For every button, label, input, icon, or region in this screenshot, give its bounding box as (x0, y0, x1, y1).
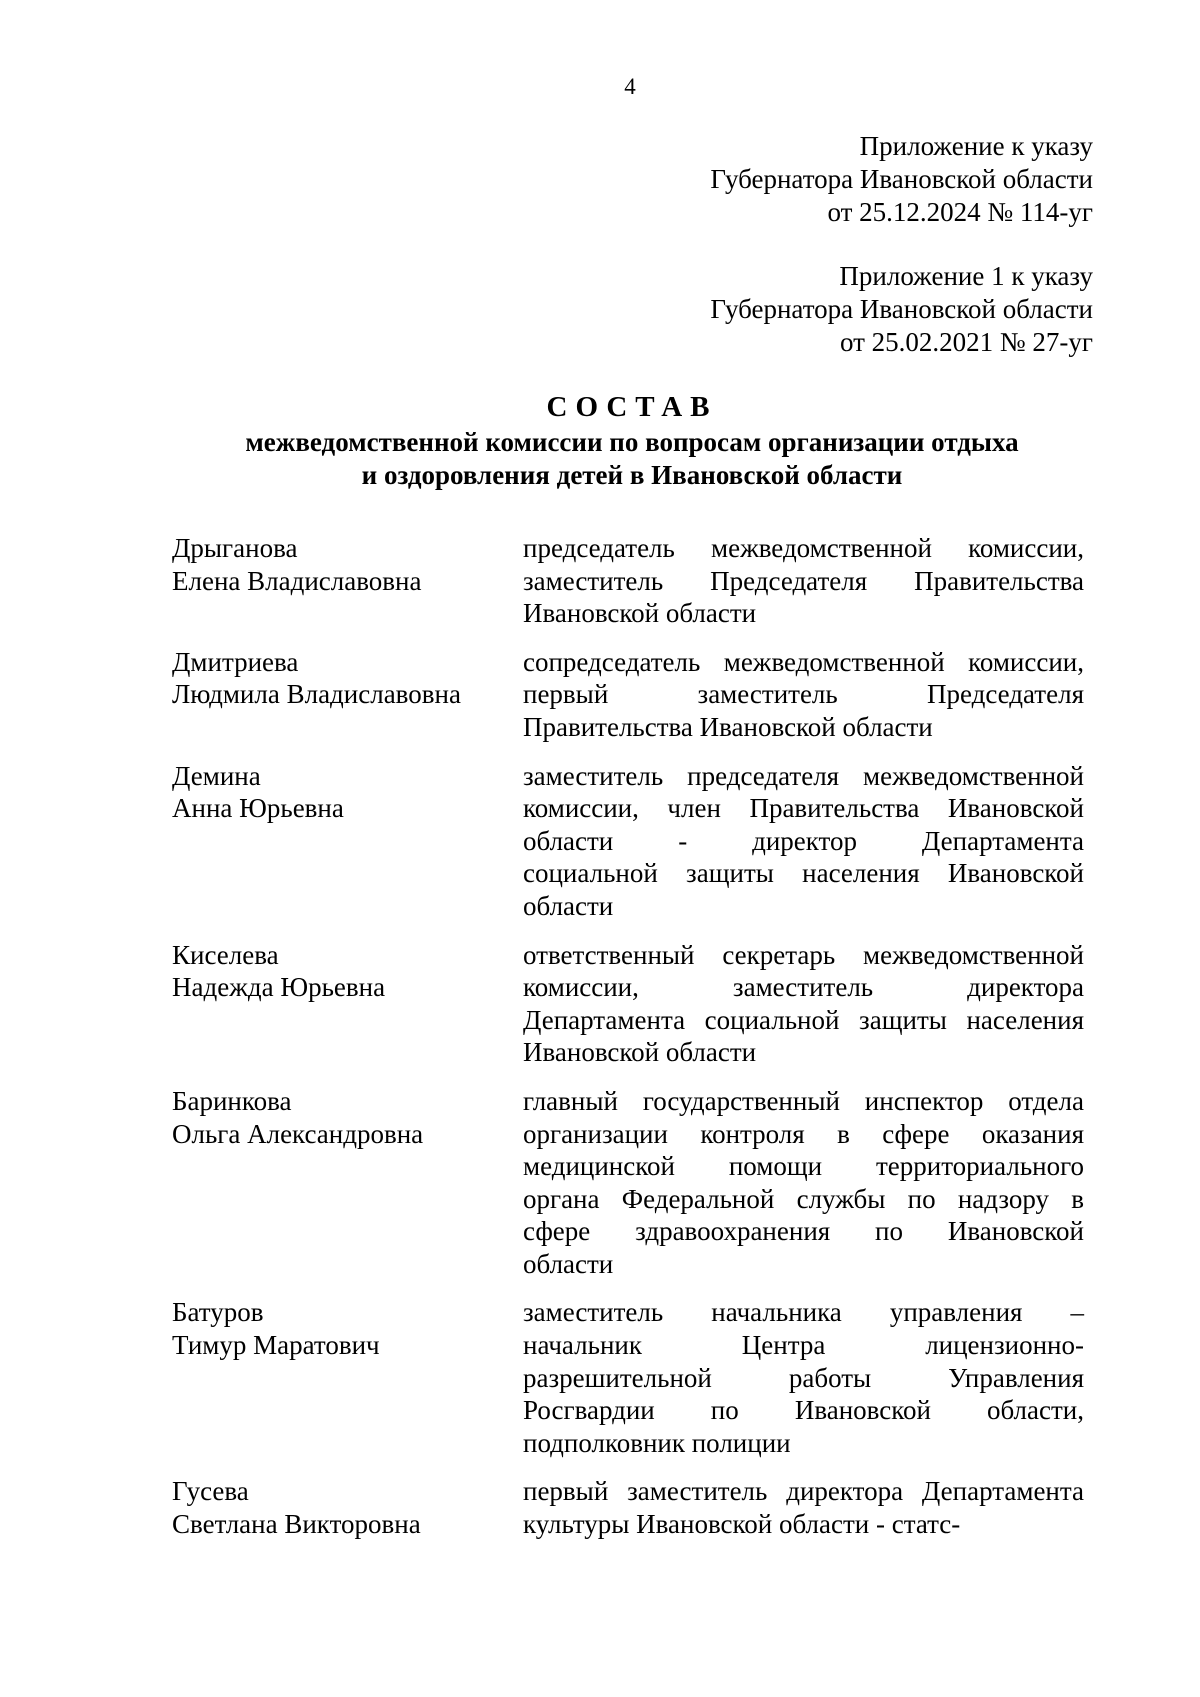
member-entry (172, 1475, 1084, 1540)
member-entry (172, 1296, 1084, 1459)
member-name (172, 532, 523, 630)
appendix-current-line-1: Приложение к указу (859, 131, 1093, 161)
member-role-line: главный государственный инспектор отдела (523, 1085, 1084, 1116)
page-number: 4 (624, 74, 636, 99)
member-role (523, 1296, 1084, 1459)
member-role-line: медицинской помощи территориального (523, 1151, 1084, 1182)
document-heading (0, 388, 1200, 492)
member-role (523, 760, 1084, 923)
member-role-line: Росгвардии по Ивановской области, (523, 1395, 1084, 1426)
member-entry (172, 760, 1084, 923)
member-given-names: Светлана Викторовна (172, 1509, 421, 1540)
member-entry (172, 939, 1084, 1069)
member-name (172, 1475, 523, 1540)
member-name (172, 1296, 523, 1459)
member-role-line: подполковник полиции (523, 1427, 791, 1458)
member-surname: Баринкова (172, 1085, 292, 1116)
document-subtitle-line-2: и оздоровления детей в Ивановской области (361, 460, 903, 490)
member-name (172, 1085, 523, 1281)
member-role-line: начальник Центра лицензионно- (523, 1330, 1084, 1361)
member-given-names: Анна Юрьевна (172, 793, 344, 824)
member-surname: Дмитриева (172, 646, 299, 677)
member-role (523, 1085, 1084, 1281)
member-role-line: заместитель начальника управления – (523, 1297, 1084, 1328)
appendix-current-line-2: Губернатора Ивановской области (710, 164, 1093, 194)
member-given-names: Надежда Юрьевна (172, 972, 386, 1003)
member-role-line: Правительства Ивановской области (523, 711, 933, 742)
member-role-line: Департамента социальной защиты населения (523, 1004, 1084, 1035)
member-given-names: Людмила Владиславовна (172, 679, 461, 710)
member-role-line: области (523, 890, 614, 921)
commission-members-list (172, 532, 1084, 1557)
member-surname: Демина (172, 760, 261, 791)
appendix-original-line-1: Приложение 1 к указу (839, 261, 1093, 291)
member-surname: Гусева (172, 1476, 249, 1507)
member-role-line: заместитель Председателя Правительства (523, 565, 1084, 596)
member-role-line: области - директор Департамента (523, 825, 1084, 856)
appendix-original-line-3: от 25.02.2021 № 27-уг (839, 327, 1093, 357)
member-role-line: Ивановской области (523, 1037, 757, 1068)
member-given-names: Тимур Маратович (172, 1330, 380, 1361)
member-role-line: комиссии, заместитель директора (523, 972, 1084, 1003)
member-role-line: органа Федеральной службы по надзору в (523, 1183, 1084, 1214)
appendix-current-decree (710, 130, 1093, 229)
member-role-line: Ивановской области (523, 598, 757, 629)
member-name (172, 939, 523, 1069)
member-name (172, 646, 523, 744)
member-entry (172, 532, 1084, 630)
member-given-names: Елена Владиславовна (172, 565, 422, 596)
member-entry (172, 646, 1084, 744)
member-name (172, 760, 523, 923)
member-given-names: Ольга Александровна (172, 1118, 424, 1149)
member-role (523, 939, 1084, 1069)
member-role-line: ответственный секретарь межведомственной (523, 939, 1084, 970)
member-role (523, 646, 1084, 744)
member-role-line: социальной защиты населения Ивановской (523, 858, 1084, 889)
appendix-original-decree (710, 260, 1093, 359)
member-role-line: комиссии, член Правительства Ивановской (523, 793, 1084, 824)
member-role-line: председатель межведомственной комиссии, (523, 533, 1084, 563)
member-role-line: культуры Ивановской области - статс- (523, 1509, 961, 1540)
member-role (523, 1475, 1084, 1540)
member-role-line: первый заместитель директора Департамента (523, 1476, 1084, 1507)
member-role-line: организации контроля в сфере оказания (523, 1118, 1084, 1149)
document-subtitle-line-1: межведомственной комиссии по вопросам организации отдыха (245, 427, 1019, 457)
member-surname: Киселева (172, 939, 279, 970)
member-role-line: первый заместитель Председателя (523, 679, 1084, 710)
document-title: СОСТАВ (546, 391, 718, 423)
member-surname: Батуров (172, 1297, 264, 1328)
member-role-line: заместитель председателя межведомственной (523, 760, 1084, 791)
appendix-current-line-3: от 25.12.2024 № 114-уг (827, 197, 1093, 227)
member-role (523, 532, 1084, 630)
member-role-line: сопредседатель межведомственной комиссии, (523, 646, 1084, 677)
member-role-line: разрешительной работы Управления (523, 1362, 1084, 1393)
member-surname: Дрыганова (172, 533, 298, 563)
appendix-original-line-2: Губернатора Ивановской области (710, 294, 1093, 324)
member-entry (172, 1085, 1084, 1281)
member-role-line: сфере здравоохранения по Ивановской (523, 1216, 1084, 1247)
member-role-line: области (523, 1248, 614, 1279)
